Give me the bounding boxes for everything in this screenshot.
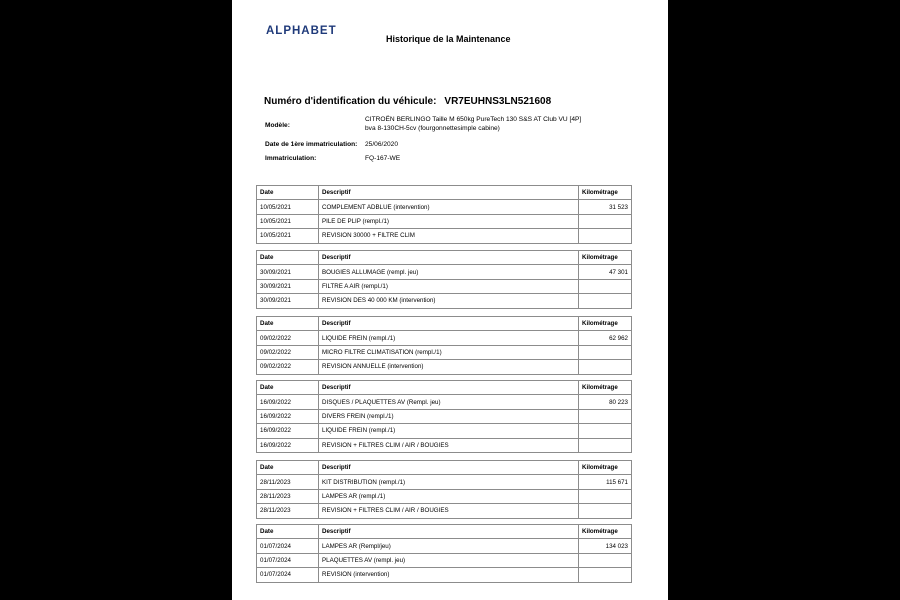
table-row [257,395,632,409]
cell-mileage [579,409,632,423]
first-registration-label: Date de 1ère immatriculation: [265,141,358,148]
table-row [257,229,632,243]
maintenance-table [256,185,632,244]
cell-description: REVISION DES 40 000 KM (intervention) [319,294,579,308]
header-description: Descriptif [319,251,579,265]
table-row [257,294,632,308]
header-description: Descriptif [319,381,579,395]
table-header-row [257,381,632,395]
table-row [257,345,632,359]
cell-description: DIVERS FREIN (rempl./1) [319,409,579,423]
maintenance-table [256,460,632,519]
cell-mileage: 31 523 [579,200,632,214]
table-row [257,489,632,503]
table-header-row [257,251,632,265]
table-row [257,360,632,374]
table-row [257,504,632,518]
cell-description: REVISION 30000 + FILTRE CLIM [319,229,579,243]
first-registration-value: 25/06/2020 [365,141,399,148]
cell-description: LAMPES AR (rempl./1) [319,489,579,503]
table-row [257,438,632,452]
header-date: Date [257,186,319,200]
cell-description: LAMPES AR (Rempl/jeu) [319,539,579,553]
maintenance-table [256,380,632,453]
cell-date: 16/09/2022 [257,409,319,423]
vin-value: VR7EUHNS3LN521608 [444,96,552,107]
header-date: Date [257,251,319,265]
cell-description: LIQUIDE FREIN (rempl./1) [319,424,579,438]
cell-mileage [579,424,632,438]
cell-date: 10/05/2021 [257,214,319,228]
table-row [257,553,632,567]
table-row [257,265,632,279]
cell-description: COMPLEMENT ADBLUE (intervention) [319,200,579,214]
cell-mileage [579,360,632,374]
maintenance-table [256,250,632,309]
registration-label: Immatriculation: [265,155,317,162]
table-row [257,568,632,582]
cell-description: MICRO FILTRE CLIMATISATION (rempl./1) [319,345,579,359]
cell-date: 16/09/2022 [257,438,319,452]
table-row [257,200,632,214]
cell-mileage [579,489,632,503]
table-header-row [257,186,632,200]
cell-date: 16/09/2022 [257,424,319,438]
header-date: Date [257,525,319,539]
cell-mileage [579,345,632,359]
cell-mileage: 80 223 [579,395,632,409]
header-description: Descriptif [319,525,579,539]
model-line-1: CITROËN BERLINGO Taille M 650kg PureTech 130 S&S AT Club VU [4P] [365,116,582,123]
maintenance-table [256,316,632,375]
cell-mileage [579,438,632,452]
cell-date: 28/11/2023 [257,504,319,518]
header-mileage: Kilométrage [579,381,632,395]
cell-description: FILTRE A AIR (rempl./1) [319,279,579,293]
model-value [365,116,581,133]
table-row [257,409,632,423]
header-date: Date [257,381,319,395]
alphabet-logo: ALPHABET [266,25,337,37]
cell-mileage: 47 301 [579,265,632,279]
cell-mileage: 134 023 [579,539,632,553]
cell-description: KIT DISTRIBUTION (rempl./1) [319,475,579,489]
model-label: Modèle: [265,122,290,129]
header-mileage: Kilométrage [579,461,632,475]
table-row [257,331,632,345]
cell-date: 09/02/2022 [257,331,319,345]
table-row [257,539,632,553]
cell-mileage: 115 671 [579,475,632,489]
header-mileage: Kilométrage [579,251,632,265]
model-line-2: bva 8-130CH-5cv (fourgonnettesimple cabine) [365,124,500,132]
cell-date: 10/05/2021 [257,229,319,243]
header-date: Date [257,461,319,475]
cell-date: 28/11/2023 [257,489,319,503]
cell-date: 30/09/2021 [257,279,319,293]
cell-mileage [579,229,632,243]
cell-mileage: 62 962 [579,331,632,345]
table-header-row [257,317,632,331]
header-description: Descriptif [319,186,579,200]
document-page [232,0,668,600]
cell-description: REVISION (intervention) [319,568,579,582]
cell-description: BOUGIES ALLUMAGE (rempl. jeu) [319,265,579,279]
cell-date: 01/07/2024 [257,553,319,567]
header-date: Date [257,317,319,331]
cell-mileage [579,214,632,228]
cell-description: LIQUIDE FREIN (rempl./1) [319,331,579,345]
cell-date: 30/09/2021 [257,265,319,279]
cell-description: REVISION ANNUELLE (intervention) [319,360,579,374]
cell-description: PLAQUETTES AV (rempl. jeu) [319,553,579,567]
header-mileage: Kilométrage [579,317,632,331]
cell-date: 01/07/2024 [257,539,319,553]
header-description: Descriptif [319,461,579,475]
cell-mileage [579,568,632,582]
cell-date: 30/09/2021 [257,294,319,308]
maintenance-table [256,524,632,583]
table-header-row [257,461,632,475]
cell-date: 09/02/2022 [257,360,319,374]
table-row [257,214,632,228]
cell-date: 09/02/2022 [257,345,319,359]
vin-row [264,96,551,107]
cell-description: REVISION + FILTRES CLIM / AIR / BOUGIES [319,438,579,452]
cell-mileage [579,279,632,293]
vin-label: Numéro d'identification du véhicule: [264,96,437,107]
header-description: Descriptif [319,317,579,331]
table-row [257,475,632,489]
table-header-row [257,525,632,539]
cell-description: REVISION + FILTRES CLIM / AIR / BOUGIES [319,504,579,518]
header-mileage: Kilométrage [579,525,632,539]
registration-value: FQ-167-WE [365,155,401,162]
cell-mileage [579,504,632,518]
cell-mileage [579,294,632,308]
cell-date: 28/11/2023 [257,475,319,489]
cell-date: 10/05/2021 [257,200,319,214]
cell-description: PILE DE PLIP (rempl./1) [319,214,579,228]
cell-date: 16/09/2022 [257,395,319,409]
table-row [257,424,632,438]
cell-mileage [579,553,632,567]
header-mileage: Kilométrage [579,186,632,200]
document-title: Historique de la Maintenance [386,34,511,44]
table-row [257,279,632,293]
cell-date: 01/07/2024 [257,568,319,582]
cell-description: DISQUES / PLAQUETTES AV (Rempl. jeu) [319,395,579,409]
